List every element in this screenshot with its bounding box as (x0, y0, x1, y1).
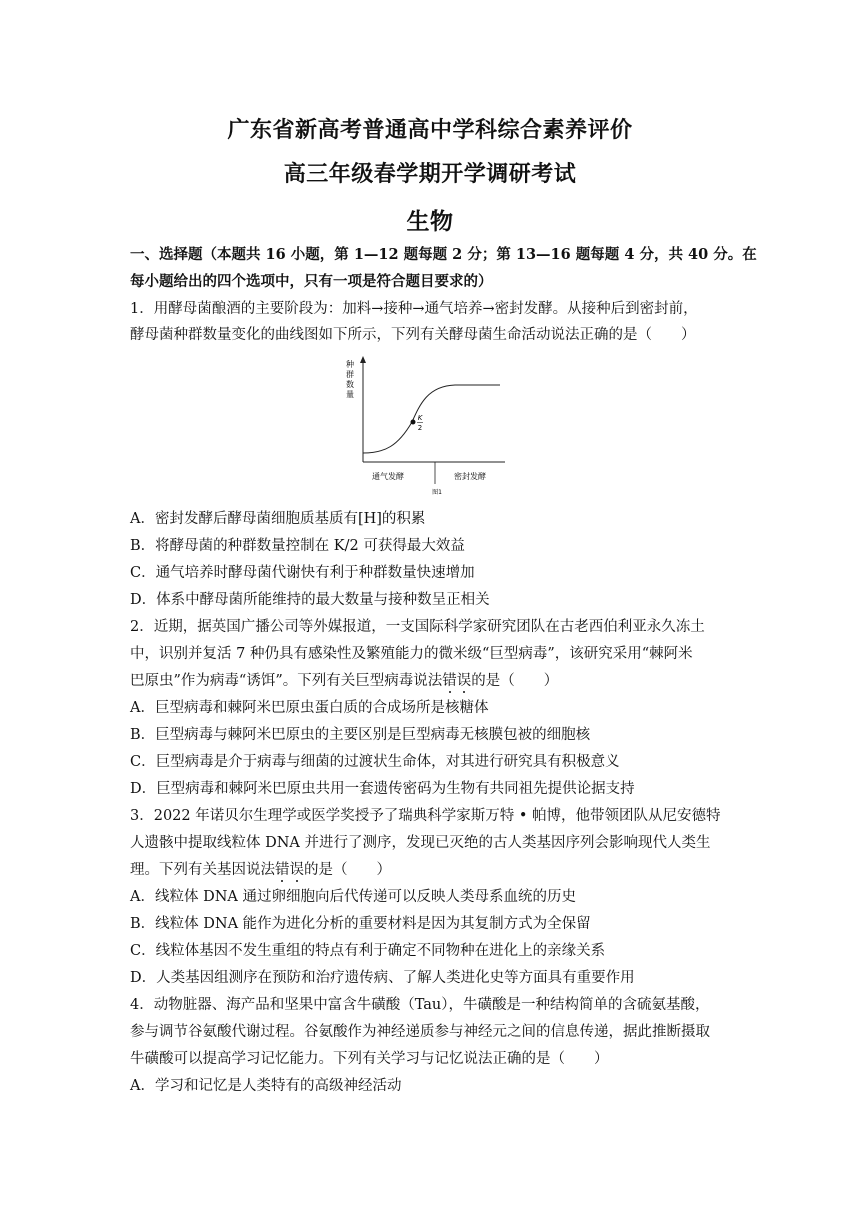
y-axis-label-char-2: 群 (346, 370, 354, 379)
q1-stem-line2: 酵母菌种群数量变化的曲线图如下所示，下列有关酵母菌生命活动说法正确的是（ ） (130, 327, 696, 343)
point-label-2: 2 (417, 424, 423, 432)
x-label-sealed: 密封发酵 (454, 472, 486, 481)
q2-stem-line3-end: 的是（ ） (471, 673, 559, 689)
q4-stem-line1: 4．动物脏器、海产品和坚果中富含牛磺酸（Tau），牛磺酸是一种结构简单的含硫氨基酸， (130, 997, 710, 1013)
q3-option-a: A．线粒体 DNA 通过卵细胞向后代传递可以反映人类母系血统的历史 (130, 889, 576, 905)
half-k-point (411, 420, 416, 425)
q2-stem-line3 (130, 671, 740, 691)
q3-option-b: B．线粒体 DNA 能作为进化分析的重要材料是因为其复制方式为全保留 (130, 916, 591, 932)
q3-stem-line3-end: 的是（ ） (304, 862, 391, 878)
exam-title-line2: 高三年级春学期开学调研考试 (283, 161, 577, 187)
q2-emphasis-char-1: 错 (442, 673, 457, 689)
section-heading-line1: 一、选择题（本题共 16 小题，第 1—12 题每题 2 分；第 13—16 题每题 4 分，共 40 分。在 (130, 246, 757, 263)
x-label-aerated: 通气发酵 (372, 472, 404, 481)
y-axis-label-char-1: 种 (346, 360, 354, 369)
exam-subject: 生物 (406, 208, 454, 235)
growth-curve (363, 385, 500, 453)
q4-stem-line2: 参与调节谷氨酸代谢过程。谷氨酸作为神经递质参与神经元之间的信息传递，据此推断摄取 (130, 1024, 710, 1040)
q3-emphasis-char-1: 错 (275, 862, 290, 878)
q1-option-d: D．体系中酵母菌所能维持的最大数量与接种数呈正相关 (130, 592, 490, 608)
q2-stem-line3-start: 巴原虫”作为病毒“诱饵”。下列有关巨型病毒说法 (130, 673, 443, 689)
q2-stem-line1: 2．近期，据英国广播公司等外媒报道，一支国际科学家研究团队在古老西伯利亚永久冻土 (130, 619, 705, 635)
q2-stem-line2: 中，识别并复活 7 种仍具有感染性及繁殖能力的微米级“巨型病毒”，该研究采用“棘阿米 (130, 646, 693, 662)
q2-option-c: C．巨型病毒是介于病毒与细菌的过渡状生命体，对其进行研究具有积极意义 (130, 754, 620, 770)
population-growth-figure (340, 354, 510, 499)
q3-option-d: D．人类基因组测序在预防和治疗遗传病、了解人类进化史等方面具有重要作用 (130, 970, 635, 986)
q1-option-a: A．密封发酵后酵母菌细胞质基质有[H]的积累 (130, 511, 426, 527)
q1-stem-line1: 1．用酵母菌酿酒的主要阶段为：加料→接种→通气培养→密封发酵。从接种后到密封前， (130, 301, 698, 317)
exam-title-line1: 广东省新高考普通高中学科综合素养评价 (227, 117, 633, 143)
q4-option-a: A．学习和记忆是人类特有的高级神经活动 (130, 1078, 402, 1094)
q2-option-b: B．巨型病毒与棘阿米巴原虫的主要区别是巨型病毒无核膜包被的细胞核 (130, 727, 591, 743)
q1-option-b: B．将酵母菌的种群数量控制在 K/2 可获得最大效益 (130, 538, 465, 554)
q3-stem-line3 (130, 860, 740, 880)
q2-emphasis-char-2: 误 (456, 673, 472, 689)
y-axis-arrow (360, 356, 366, 363)
y-axis-label-char-4: 量 (346, 390, 354, 399)
q1-option-c: C．通气培养时酵母菌代谢快有利于种群数量快速增加 (130, 565, 475, 581)
section-heading-line2: 每小题给出的四个选项中，只有一项是符合题目要求的） (130, 273, 493, 290)
q3-option-c: C．线粒体基因不发生重组的特点有利于确定不同物种在进化上的亲缘关系 (130, 943, 606, 959)
q3-stem-line1: 3．2022 年诺贝尔生理学或医学奖授予了瑞典科学家斯万特 • 帕博，他带领团队从尼安德特 (130, 808, 721, 824)
y-axis-label-char-3: 数 (346, 380, 354, 389)
q2-option-a: A．巨型病毒和棘阿米巴原虫蛋白质的合成场所是核糖体 (130, 700, 489, 716)
q3-emphasis-char-2: 误 (289, 862, 304, 878)
q2-option-d: D．巨型病毒和棘阿米巴原虫共用一套遗传密码为生物有共同祖先提供论据支持 (130, 781, 635, 797)
q3-stem-line2: 人遗骸中提取线粒体 DNA 并进行了测序，发现已灭绝的古人类基因序列会影响现代人类生 (130, 835, 711, 851)
q3-stem-line3-start: 理。下列有关基因说法 (130, 862, 275, 878)
q4-stem-line3: 牛磺酸可以提高学习记忆能力。下列有关学习与记忆说法正确的是（ ） (130, 1051, 609, 1067)
point-label-k: K (417, 414, 423, 422)
figure-caption: 图1 (432, 489, 442, 496)
